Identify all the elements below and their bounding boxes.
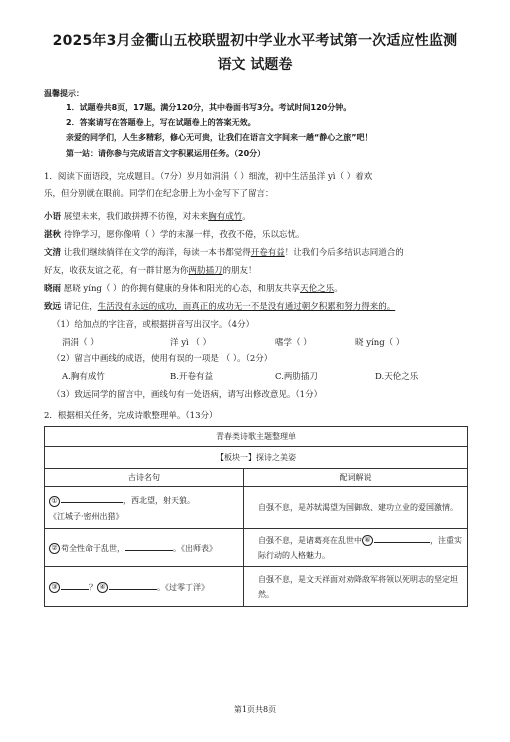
exam-title: 2025年3月金衢山五校联盟初中学业水平考试第一次适应性监测 [52,33,458,49]
verse-text: ，西北望，射天狼。 [123,496,195,506]
pinyin-item-2: 洋 yì （ ） [170,338,212,348]
q1-intro-line-2: 乐，但分别就在眼前。同学们在纪念册上为小金写下了留言： [44,189,274,199]
message-text: 好友，收获友谊之花，有一群甘愿为你 [44,266,189,276]
table-row [45,529,468,567]
idiom-underlined: 两肋插刀 [188,266,223,276]
note-cell: 自强不息，是文天祥面对劝降敌军将领以死明志的坚定坦然。 [244,567,468,607]
message-wenqing [44,246,404,258]
part1-heading: 第一站：请你参与完成语言文字积累运用任务。（20分） [66,149,266,158]
fill-blank[interactable] [125,541,173,551]
poetry-table [44,426,468,607]
verse-cell [45,487,244,529]
verse-source: 《江城子·密州出猎》 [49,511,124,521]
column-header-notes: 配词解说 [244,469,468,487]
verse-text: 苟全性命于乱世， [61,543,125,553]
message-text: 展望未来，我们敢拼搏不彷徨，对未来 [61,212,209,222]
pinyin-item-3: 嗜学（ ） [275,338,312,348]
verse-source: 。《出师表》 [173,543,217,553]
pinyin-item-4: 晓 yíng（ ） [355,338,405,348]
option-d: D.天伦之乐 [375,372,419,382]
blank-number: ④ [97,582,108,593]
fill-blank[interactable] [374,533,430,543]
verse-cell [45,529,244,567]
message-text: 愿晓 yíng（ ）的你拥有健康的身体和阳光的心态，和朋友共享 [61,284,301,294]
message-text-end: ！让我们今后多结识志同道合的 [284,248,404,258]
message-author: 文清 [44,248,62,258]
message-text-end: 的朋友！ [222,266,257,276]
message-text: 待铮学习，愿你像啃（ ）学的末瀑一样，孜孜不倦，乐以忘忧。 [61,230,305,240]
message-author: 晓雨 [44,284,62,294]
q1-sub1: （1）给加点的字注音，或根据拼音写出汉字。（4分） [52,320,255,330]
exam-subtitle: 语文 试题卷 [217,57,293,73]
verse-punct: ？ [89,582,97,592]
fill-blank[interactable] [109,580,157,590]
message-author: 致远 [44,302,62,312]
message-text-end: 。 [334,284,343,294]
table-row [45,487,468,529]
message-text: 请记住， [61,302,98,312]
option-c: C.两肋插刀 [275,372,318,382]
verse-source: 。《过零丁洋》 [157,582,209,592]
notice-line-3: 亲爱的同学们，人生多精彩，修心无可贵，让我们在语言文字间来一趟“静心之旅”吧！ [66,133,373,142]
note-cell: 自强不息，是苏轼渴望为国御敌、建功立业的爱国激情。 [244,487,468,529]
message-xiaoyu2 [44,282,343,294]
message-text: 让我们继续徜徉在文学的海洋，每读一本书都觉得 [61,248,251,258]
table-row [45,567,468,607]
idiom-underlined: 天伦之乐 [300,284,335,294]
idiom-underlined: 开卷有益 [250,248,285,258]
fill-blank[interactable] [61,493,123,503]
q1-sub3: （3）致远同学的留言中，画线句有一处语病，请写出修改意见。（1分） [52,390,323,400]
q1-sub2: （2）留言中画线的成语，使用有误的一项是 （ ）。（2分） [52,354,273,364]
notice-line-1: 1．试题卷共8页，17题。满分120分，其中卷面书写3分。考试时间120分钟。 [66,103,352,112]
note-cell [244,529,468,567]
blank-number: ② [49,543,60,554]
option-b: B.开卷有益 [170,372,213,382]
notice-line-2: 2．答案请写在答题卷上，写在试题卷上的答案无效。 [66,118,256,127]
message-wenqing-cont [44,264,257,276]
verse-cell [45,567,244,607]
blank-number: ① [49,496,60,507]
note-text: 自强不息，是诸葛亮在乱世中 [258,535,362,545]
message-author: 小语 [44,212,62,222]
pinyin-item-1: 涓涓（ ） [62,338,99,348]
option-a: A.胸有成竹 [62,372,105,382]
message-zhiyuan [44,300,395,312]
table-module: 【板块一】探诗之美姿 [45,447,468,469]
message-zhanqiu [44,228,304,240]
blank-number: ⑥ [362,535,373,546]
sentence-underlined: 生活没有永远的成功，而真正的成功无一不是没有通过朝夕积累和努力得来的。 [97,302,396,312]
column-header-verse: 古诗名句 [45,469,244,487]
notice-heading: 温馨提示： [44,89,84,98]
blank-number: ③ [49,582,60,593]
message-text-end: 。 [242,212,251,222]
table-title: 青春类诗歌主题整理单 [45,427,468,447]
idiom-underlined: 胸有成竹 [208,212,243,222]
fill-blank[interactable] [61,580,89,590]
q2-intro: 2．根据相关任务，完成诗歌整理单。（13分） [44,411,218,421]
message-author: 湛秋 [44,230,62,240]
page-number: 第1页共8页 [233,705,277,714]
note-text-end: ，注重实际行动的人格魅力。 [258,535,462,560]
message-xiaoyu [44,210,251,222]
q1-intro-line-1: 1．阅读下面语段，完成题目。（7分）岁月如涓涓（ ）细流，初中生活虽洋 yì（ ）着欢 [44,172,373,182]
